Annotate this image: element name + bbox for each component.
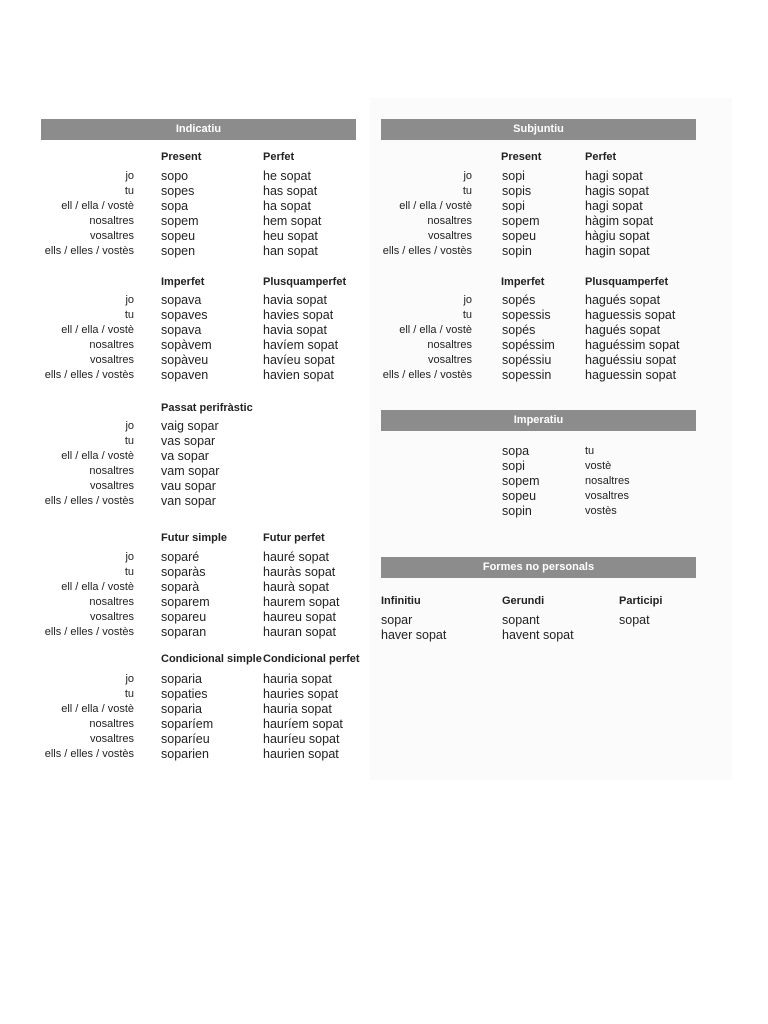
verb-form: soparé bbox=[161, 550, 200, 564]
verb-form: sopes bbox=[161, 184, 195, 198]
pronoun: vosaltres bbox=[427, 354, 472, 366]
participi-header: Participi bbox=[619, 595, 663, 607]
verb-form: haver sopat bbox=[381, 628, 447, 642]
pronoun-list bbox=[45, 169, 134, 259]
subjuntiu-plusquamperfet-header: Plusquamperfet bbox=[585, 276, 669, 288]
verb-form: havia sopat bbox=[263, 293, 327, 307]
pronoun: jo bbox=[463, 170, 472, 182]
pronoun: nosaltres bbox=[89, 465, 134, 477]
pronoun: ell / ella / vostè bbox=[399, 324, 472, 336]
indicatiu-perfet-header: Perfet bbox=[263, 151, 295, 163]
pronoun: tu bbox=[124, 688, 134, 700]
pronoun: nosaltres bbox=[89, 718, 134, 730]
verb-form: sopéssim bbox=[502, 338, 555, 352]
infinitiu-forms bbox=[381, 613, 446, 643]
pronoun: ell / ella / vostè bbox=[399, 200, 472, 212]
verb-form: soparà bbox=[161, 580, 200, 594]
verb-form: sopi bbox=[502, 459, 525, 473]
pronoun: jo bbox=[125, 420, 134, 432]
verb-form: sopeu bbox=[502, 229, 537, 243]
indicatiu-condicional-simple-forms bbox=[161, 672, 213, 762]
verb-form: sopi bbox=[502, 169, 525, 183]
gerundi-forms bbox=[502, 613, 574, 643]
verb-form: sopaven bbox=[161, 368, 209, 382]
verb-form: sopaves bbox=[161, 308, 208, 322]
subjuntiu-perfet-forms bbox=[585, 169, 653, 259]
pronoun: ells / elles / vostès bbox=[44, 369, 134, 381]
pronoun: vostè bbox=[585, 460, 612, 472]
verb-form: sopa bbox=[161, 199, 189, 213]
verb-form: soparem bbox=[161, 595, 210, 609]
pronoun: nosaltres bbox=[89, 596, 134, 608]
pronoun: nosaltres bbox=[585, 475, 630, 487]
pronoun-list bbox=[45, 550, 134, 640]
pronoun: ells / elles / vostès bbox=[44, 748, 134, 760]
subjuntiu-perfet-header: Perfet bbox=[585, 151, 617, 163]
indicatiu-imperfet-header: Imperfet bbox=[161, 276, 205, 288]
pronoun: ells / elles / vostès bbox=[44, 495, 134, 507]
verb-form: hauríeu sopat bbox=[263, 732, 340, 746]
verb-form: havíem sopat bbox=[263, 338, 339, 352]
verb-form: sopés bbox=[502, 323, 536, 337]
verb-form: sopin bbox=[502, 244, 532, 258]
verb-form: vam sopar bbox=[161, 464, 220, 478]
verb-form: sopem bbox=[502, 474, 540, 488]
participi-forms bbox=[619, 613, 650, 628]
pronoun: nosaltres bbox=[427, 339, 472, 351]
verb-form: havies sopat bbox=[263, 308, 334, 322]
verb-form: sopa bbox=[502, 444, 530, 458]
pronoun: vosaltres bbox=[89, 611, 134, 623]
imperatiu-persons bbox=[585, 444, 630, 519]
pronoun: vosaltres bbox=[89, 480, 134, 492]
verb-form: sopàvem bbox=[161, 338, 212, 352]
verb-form: havien sopat bbox=[263, 368, 334, 382]
pronoun: ells / elles / vostès bbox=[382, 245, 472, 257]
pronoun: jo bbox=[463, 294, 472, 306]
verb-form: haurien sopat bbox=[263, 747, 339, 761]
verb-form: hagi sopat bbox=[585, 199, 643, 213]
verb-form: soparíem bbox=[161, 717, 214, 731]
subjuntiu-present-forms bbox=[502, 169, 540, 259]
verb-form: sopessis bbox=[502, 308, 551, 322]
pronoun: vosaltres bbox=[89, 733, 134, 745]
indicatiu-condicional-simple-header: Condicional simple bbox=[161, 653, 262, 665]
pronoun: ell / ella / vostè bbox=[61, 703, 134, 715]
verb-form: hauria sopat bbox=[263, 672, 332, 686]
pronoun: vosaltres bbox=[585, 490, 630, 502]
verb-form: haguéssiu sopat bbox=[585, 353, 677, 367]
imperatiu-title-bar bbox=[381, 410, 696, 431]
pronoun: nosaltres bbox=[427, 215, 472, 227]
verb-form: haurà sopat bbox=[263, 580, 330, 594]
indicatiu-passat-perifrastic-forms bbox=[161, 419, 219, 509]
pronoun: tu bbox=[462, 185, 472, 197]
verb-form: sopis bbox=[502, 184, 532, 198]
pronoun: tu bbox=[462, 309, 472, 321]
verb-form: sopat bbox=[619, 613, 650, 627]
indicatiu-title-bar bbox=[41, 119, 356, 140]
verb-form: sopeu bbox=[161, 229, 196, 243]
verb-form: sopaties bbox=[161, 687, 208, 701]
pronoun: tu bbox=[124, 185, 134, 197]
verb-form: sopàveu bbox=[161, 353, 209, 367]
subjuntiu-title-bar bbox=[381, 119, 696, 140]
pronoun: jo bbox=[125, 294, 134, 306]
subjuntiu-title: Subjuntiu bbox=[513, 123, 564, 135]
verb-form: vaig sopar bbox=[161, 419, 219, 433]
pronoun: tu bbox=[124, 566, 134, 578]
verb-form: hauré sopat bbox=[263, 550, 330, 564]
indicatiu-futur-perfet-header: Futur perfet bbox=[263, 532, 325, 544]
verb-form: sopeu bbox=[502, 489, 537, 503]
gerundi-header: Gerundi bbox=[502, 595, 545, 607]
verb-form: van sopar bbox=[161, 494, 216, 508]
subjuntiu-present-header: Present bbox=[501, 151, 542, 163]
verb-form: hagués sopat bbox=[585, 293, 661, 307]
verb-form: vas sopar bbox=[161, 434, 216, 448]
verb-form: hàgiu sopat bbox=[585, 229, 650, 243]
verb-form: sopava bbox=[161, 293, 202, 307]
indicatiu-plusquamperfet-header: Plusquamperfet bbox=[263, 276, 347, 288]
verb-form: sopareu bbox=[161, 610, 207, 624]
verb-form: soparan bbox=[161, 625, 207, 639]
pronoun: tu bbox=[124, 309, 134, 321]
verb-form: sopem bbox=[161, 214, 199, 228]
pronoun: tu bbox=[585, 445, 595, 457]
verb-form: hauràs sopat bbox=[263, 565, 336, 579]
verb-form: sopar bbox=[381, 613, 413, 627]
verb-form: va sopar bbox=[161, 449, 209, 463]
verb-form: soparíeu bbox=[161, 732, 210, 746]
verb-form: haureu sopat bbox=[263, 610, 336, 624]
pronoun: tu bbox=[124, 435, 134, 447]
pronoun-list bbox=[383, 169, 472, 259]
verb-form: havíeu sopat bbox=[263, 353, 335, 367]
verb-form: soparia bbox=[161, 702, 202, 716]
indicatiu-title: Indicatiu bbox=[175, 123, 222, 135]
verb-form: haguéssim sopat bbox=[585, 338, 680, 352]
pronoun: jo bbox=[125, 673, 134, 685]
verb-form: soparàs bbox=[161, 565, 206, 579]
verb-form: sopéssiu bbox=[502, 353, 552, 367]
indicatiu-present-header: Present bbox=[161, 151, 202, 163]
verb-form: vau sopar bbox=[161, 479, 216, 493]
verb-form: soparia bbox=[161, 672, 202, 686]
pronoun: ells / elles / vostès bbox=[382, 369, 472, 381]
verb-form: haurem sopat bbox=[263, 595, 340, 609]
verb-form: hauries sopat bbox=[263, 687, 339, 701]
pronoun: nosaltres bbox=[89, 215, 134, 227]
formes-no-personals-title: Formes no personals bbox=[482, 561, 595, 573]
indicatiu-futur-perfet-forms bbox=[263, 550, 339, 640]
verb-form: sopava bbox=[161, 323, 202, 337]
indicatiu-passat-perifrastic-header: Passat perifràstic bbox=[161, 402, 253, 414]
verb-form: sopant bbox=[502, 613, 540, 627]
verb-form: heu sopat bbox=[263, 229, 318, 243]
indicatiu-imperfet-forms bbox=[161, 293, 212, 383]
verb-form: haguessis sopat bbox=[585, 308, 676, 322]
verb-form: han sopat bbox=[263, 244, 318, 258]
formes-no-personals-title-bar bbox=[381, 557, 696, 578]
pronoun: ells / elles / vostès bbox=[44, 626, 134, 638]
verb-form: haguessin sopat bbox=[585, 368, 677, 382]
pronoun-list bbox=[45, 293, 134, 383]
indicatiu-condicional-perfet-header: Condicional perfet bbox=[263, 653, 360, 665]
pronoun: vosaltres bbox=[89, 354, 134, 366]
verb-form: havia sopat bbox=[263, 323, 327, 337]
subjuntiu-imperfet-forms bbox=[502, 293, 555, 383]
pronoun: ell / ella / vostè bbox=[61, 200, 134, 212]
verb-form: hauríem sopat bbox=[263, 717, 343, 731]
pronoun: ell / ella / vostè bbox=[61, 450, 134, 462]
indicatiu-present-forms bbox=[161, 169, 199, 259]
pronoun-list bbox=[45, 672, 134, 762]
pronoun: ell / ella / vostè bbox=[61, 324, 134, 336]
verb-form: sopin bbox=[502, 504, 532, 518]
pronoun: ell / ella / vostè bbox=[61, 581, 134, 593]
verb-form: havent sopat bbox=[502, 628, 574, 642]
subjuntiu-imperfet-header: Imperfet bbox=[501, 276, 545, 288]
pronoun: vosaltres bbox=[427, 230, 472, 242]
pronoun: jo bbox=[125, 170, 134, 182]
pronoun: ells / elles / vostès bbox=[44, 245, 134, 257]
verb-form: sopem bbox=[502, 214, 540, 228]
verb-form: hagués sopat bbox=[585, 323, 661, 337]
verb-form: sopi bbox=[502, 199, 525, 213]
verb-form: sopen bbox=[161, 244, 196, 258]
verb-form: sopés bbox=[502, 293, 536, 307]
subjuntiu-plusquamperfet-forms bbox=[585, 293, 680, 383]
verb-form: hagis sopat bbox=[585, 184, 649, 198]
pronoun: vosaltres bbox=[89, 230, 134, 242]
imperatiu-title: Imperatiu bbox=[513, 414, 564, 426]
pronoun: vostès bbox=[585, 505, 617, 517]
pronoun: nosaltres bbox=[89, 339, 134, 351]
indicatiu-condicional-perfet-forms bbox=[263, 672, 343, 762]
pronoun-list bbox=[383, 293, 472, 383]
verb-form: he sopat bbox=[263, 169, 311, 183]
verb-form: sopessin bbox=[502, 368, 552, 382]
verb-form: ha sopat bbox=[263, 199, 311, 213]
verb-form: has sopat bbox=[263, 184, 318, 198]
verb-form: hauran sopat bbox=[263, 625, 336, 639]
imperatiu-forms bbox=[502, 444, 540, 519]
indicatiu-perfet-forms bbox=[263, 169, 321, 259]
pronoun: jo bbox=[125, 551, 134, 563]
pronoun-list bbox=[45, 419, 134, 509]
indicatiu-plusquamperfet-forms bbox=[263, 293, 338, 383]
indicatiu-futur-simple-header: Futur simple bbox=[161, 532, 228, 544]
indicatiu-futur-simple-forms bbox=[161, 550, 210, 640]
verb-form: soparien bbox=[161, 747, 209, 761]
verb-form: hagi sopat bbox=[585, 169, 643, 183]
verb-form: hauria sopat bbox=[263, 702, 332, 716]
verb-form: hem sopat bbox=[263, 214, 322, 228]
infinitiu-header: Infinitiu bbox=[381, 595, 421, 607]
verb-form: hàgim sopat bbox=[585, 214, 654, 228]
verb-form: hagin sopat bbox=[585, 244, 650, 258]
verb-form: sopo bbox=[161, 169, 189, 183]
